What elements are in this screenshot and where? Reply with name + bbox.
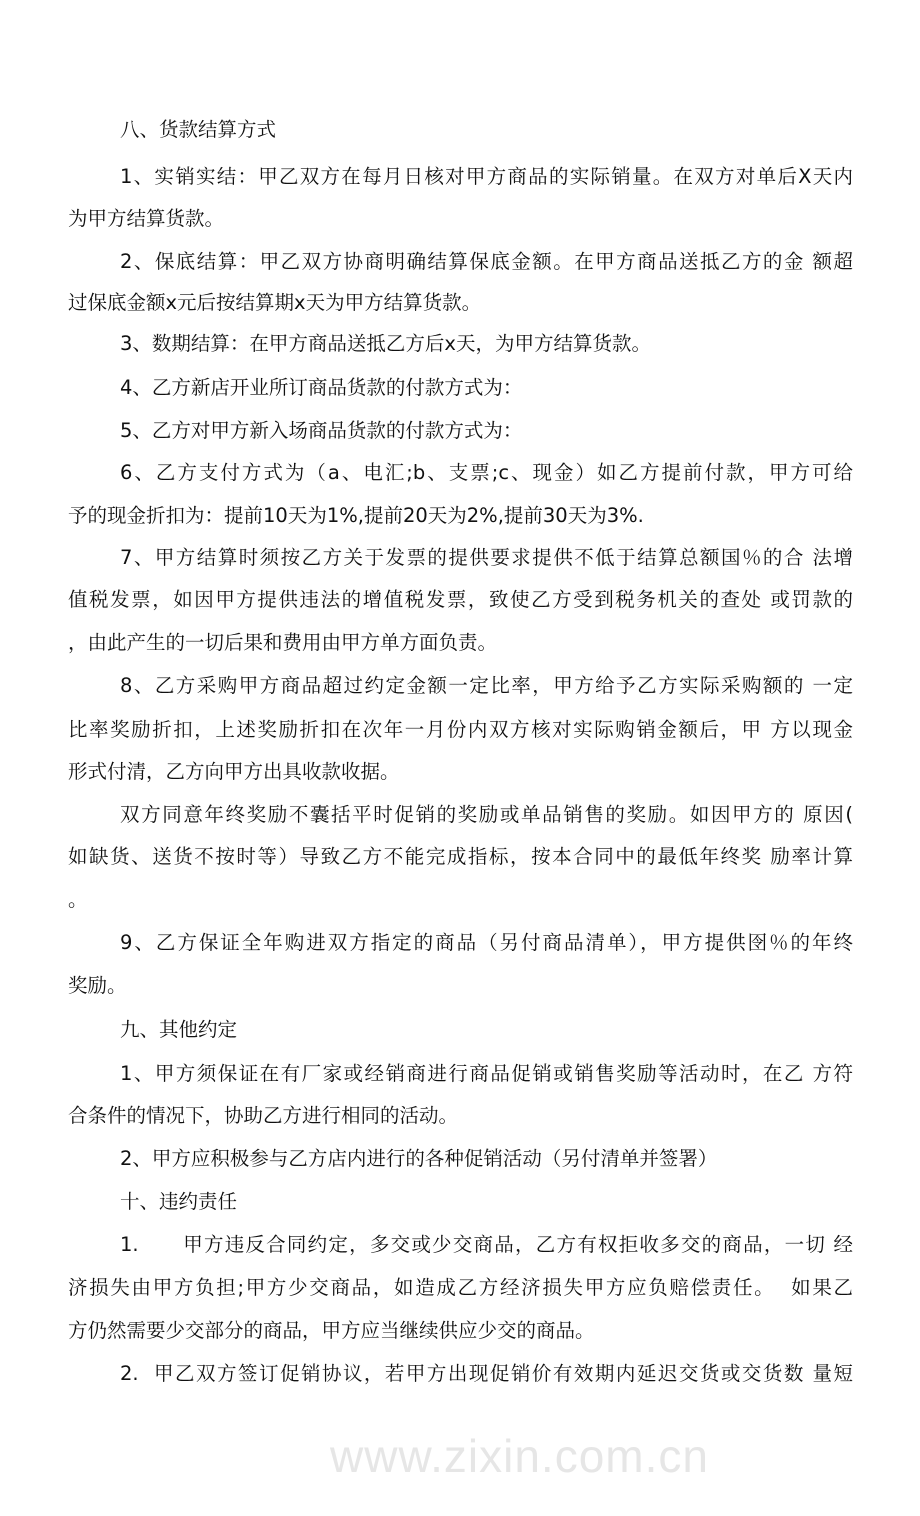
paragraph-line: 9、乙方保证全年购进双方指定的商品（另付商品清单），甲方提供囹％的年终	[120, 931, 853, 954]
paragraph-line: 3、数期结算：在甲方商品送抵乙方后x天，为甲方结算货款。	[120, 332, 651, 355]
paragraph-line: 双方同意年终奖励不囊括平时促销的奖励或单品销售的奖励。如因甲方的 原因(	[120, 803, 853, 826]
paragraph-line: 2、甲方应积极参与乙方店内进行的各种促销活动（另付清单并签署）	[120, 1147, 718, 1170]
paragraph-line: 如缺货、送货不按时等）导致乙方不能完成指标，按本合同中的最低年终奖 励率计算	[68, 845, 853, 868]
paragraph-line: 方仍然需要少交部分的商品，甲方应当继续供应少交的商品。	[68, 1319, 595, 1342]
paragraph-line: 5、乙方对甲方新入场商品货款的付款方式为：	[120, 419, 523, 442]
paragraph-line: 济损失由甲方负担;甲方少交商品，如造成乙方经济损失甲方应负赔偿责任。 如果乙	[68, 1276, 853, 1299]
paragraph-line: 7、甲方结算时须按乙方关于发票的提供要求提供不低于结算总额国％的合 法增	[120, 546, 853, 569]
paragraph-line: 比率奖励折扣，上述奖励折扣在次年一月份内双方核对实际购销金额后，甲 方以现金	[68, 718, 853, 741]
paragraph-line: 6、乙方支付方式为（a、电汇;b、支票;c、现金）如乙方提前付款，甲方可给	[120, 461, 853, 484]
paragraph-line: 奖励。	[68, 974, 127, 997]
paragraph-line: 值税发票，如因甲方提供违法的增值税发票，致使乙方受到税务机关的查处 或罚款的	[68, 588, 853, 611]
section-heading-8: 八、货款结算方式	[120, 118, 277, 141]
section-heading-9: 九、其他约定	[120, 1018, 238, 1041]
paragraph-line: ，由此产生的一切后果和费用由甲方单方面负责。	[68, 631, 498, 654]
paragraph-line: 予的现金折扣为：提前10天为1%,提前20天为2%,提前30天为3%.	[68, 504, 644, 527]
section-heading-10: 十、违约责任	[120, 1190, 238, 1213]
paragraph-line: 1、甲方须保证在有厂家或经销商进行商品促销或销售奖励等活动时，在乙 方符	[120, 1062, 853, 1085]
paragraph-line: 4、乙方新店开业所订商品货款的付款方式为：	[120, 376, 523, 399]
paragraph-line: 1. 甲方违反合同约定，多交或少交商品，乙方有权拒收多交的商品，一切 经	[120, 1233, 853, 1256]
paragraph-line: 合条件的情况下，协助乙方进行相同的活动。	[68, 1104, 459, 1127]
paragraph-line: 2. 甲乙双方签订促销协议，若甲方出现促销价有效期内延迟交货或交货数 量短	[120, 1362, 853, 1385]
paragraph-line: 过保底金额x元后按结算期x天为甲方结算货款。	[68, 291, 482, 314]
watermark: www.zixin.com.cn	[330, 1430, 709, 1482]
paragraph-line: 2、保底结算：甲乙双方协商明确结算保底金额。在甲方商品送抵乙方的金 额超	[120, 250, 853, 273]
paragraph-line: 8、乙方采购甲方商品超过约定金额一定比率，甲方给予乙方实际采购额的 一定	[120, 674, 853, 697]
paragraph-line: 为甲方结算货款。	[68, 207, 225, 230]
paragraph-line: 。	[68, 888, 88, 911]
paragraph-line: 形式付清，乙方向甲方出具收款收据。	[68, 760, 400, 783]
paragraph-line: 1、实销实结：甲乙双方在每月日核对甲方商品的实际销量。在双方对单后X天内	[120, 165, 853, 188]
